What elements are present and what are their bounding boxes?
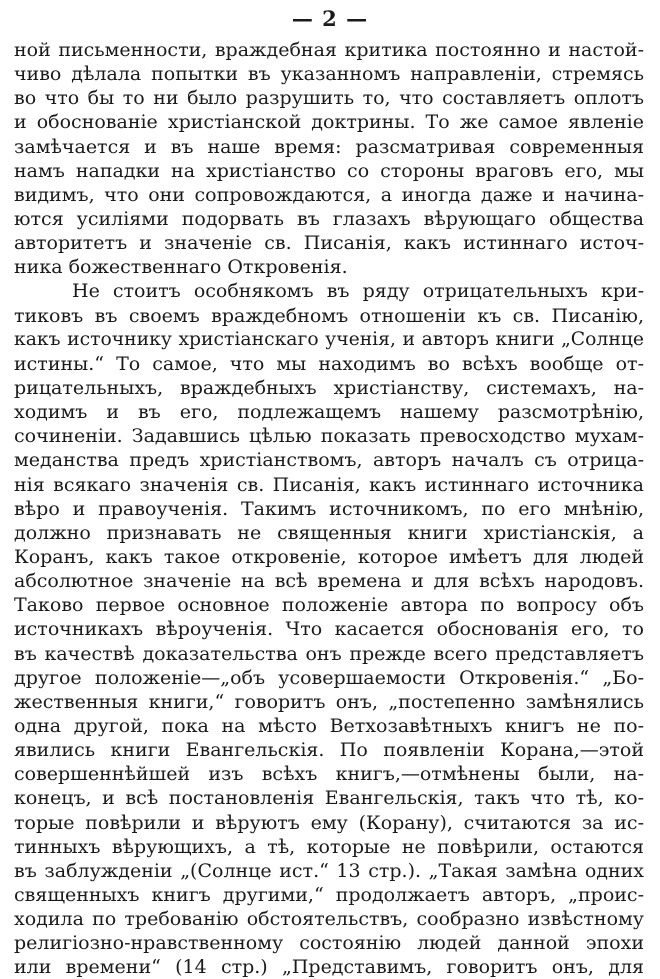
text-line: Таково первое основное положеніе автора по вопросу объ [14, 594, 644, 617]
text-line: вѣро и правоученія. Такимъ источникомъ, по его мнѣнію, [14, 497, 644, 520]
text-line: видимъ, что они сопровождаются, а иногда даже и начина- [14, 183, 644, 206]
text-body [14, 38, 644, 979]
text-line: въ качествѣ доказательства онъ прежде всего представляетъ [14, 642, 644, 665]
text-line: явились книги Евангельскія. По появленіи Корана,—этой [14, 739, 644, 762]
text-line: рицательныхъ, враждебныхъ христіанству, системахъ, на- [14, 376, 644, 399]
text-line: тиковъ въ своемъ враждебномъ отношеніи къ св. Писанію, [14, 304, 644, 327]
text-line: совершеннѣйшей изъ всѣхъ книгъ,—отмѣнены были, на- [14, 763, 644, 786]
text-line: какъ источнику христіанскаго ученія, и авторъ книги „Солнце [14, 328, 644, 350]
text-line: Коранъ, какъ такое откровеніе, которое имѣетъ для людей [14, 545, 644, 568]
text-line: во что бы то ни было разрушить то, что составляетъ оплотъ [14, 87, 644, 110]
text-line: тинныхъ вѣрующихъ, а тѣ, которые не повѣрили, остаются [14, 835, 644, 858]
text-line: источникахъ вѣроученія. Что касается обоснованія его, то [14, 618, 644, 641]
text-line: ходимъ и въ его, подлежащемъ нашему разсмотрѣнію, [14, 401, 644, 424]
text-line: ной письменности, враждебная критика постоянно и настой- [14, 39, 644, 61]
text-line: священныхъ книгъ другими,“ продолжаетъ авторъ, „проис- [14, 883, 644, 906]
text-line: чиво дѣлала попытки въ указанномъ направленіи, стремясь [14, 63, 644, 86]
text-line: замѣчается и въ наше время: разсматривая современныя [14, 135, 644, 158]
text-line: сочиненіи. Задавшись цѣлью показать превосходство мухам- [14, 425, 644, 448]
text-line: истины.“ То самое, что мы находимъ во всѣхъ вообще от- [14, 352, 644, 375]
text-line: нія всякаго значенія св. Писанія, какъ истиннаго источника [14, 473, 644, 496]
text-line: конецъ, и всѣ постановленія Евангельскія, такъ что тѣ, ко- [14, 787, 644, 810]
text-line: одна другой, пока на мѣсто Ветхозавѣтныхъ книгъ не по- [14, 714, 644, 737]
text-line: ника божественнаго Откровенія. [14, 256, 348, 279]
text-line: и обоснованіе христіанской доктрины. То же самое явленіе [14, 111, 644, 134]
text-line: меданства предъ христіанствомъ, авторъ началъ съ отрица- [14, 449, 644, 472]
text-line: Не стоитъ особнякомъ въ ряду отрицательныхъ кри- [72, 280, 644, 303]
text-line: должно признавать не священныя книги христіанскія, а [14, 521, 644, 544]
text-line: абсолютное значеніе на всѣ времена и для всѣхъ народовъ. [14, 570, 644, 593]
text-line: намъ нападки на христіанство со стороны враговъ его, мы [14, 159, 644, 182]
text-line: ходила по требованію обстоятельствъ, сообразно извѣстному [14, 908, 644, 931]
page-number-header: — 2 — [291, 6, 369, 31]
text-line: другое положеніе—„объ усовершаемости Откровенія.“ „Бо- [14, 666, 644, 689]
text-line: торые повѣрили и вѣруютъ ему (Корану), считаются за ис- [14, 811, 644, 834]
text-line: или времени“ (14 стр.) „Представимъ, говоритъ онъ, для [14, 956, 644, 979]
text-line: религіозно-нравственному состоянію людей данной эпохи [14, 932, 644, 955]
text-line: авторитетъ и значеніе св. Писанія, какъ истиннаго источ- [14, 232, 644, 255]
text-line: ются усиліями подорвать въ глазахъ вѣрующаго общества [14, 207, 644, 230]
text-line: въ заблужденіи „(Солнце ист.“ 13 стр.). „Такая замѣна одних [14, 859, 644, 882]
text-line: жественныя книги,“ говоритъ онъ, „постепенно замѣнялись [14, 690, 644, 713]
